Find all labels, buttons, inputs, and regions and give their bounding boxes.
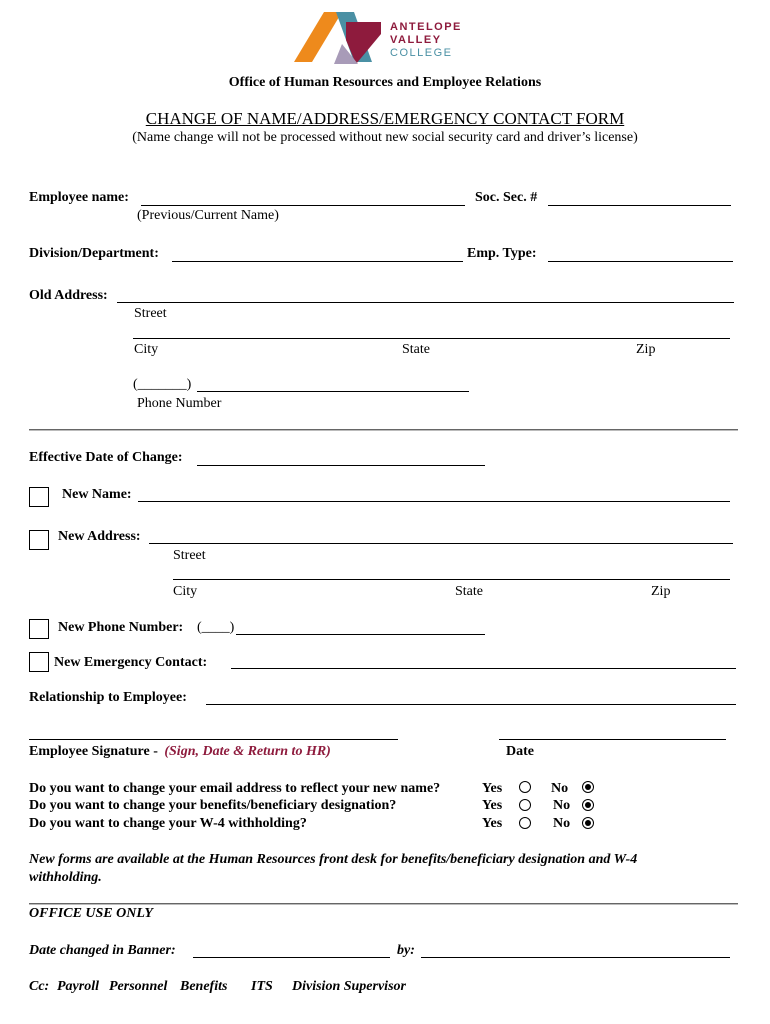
division-line[interactable] xyxy=(172,261,463,262)
emp-type-label: Emp. Type: xyxy=(467,246,537,261)
effective-date-line[interactable] xyxy=(197,465,485,466)
employee-name-line[interactable] xyxy=(141,205,465,206)
effective-date-label: Effective Date of Change: xyxy=(29,450,183,465)
new-address-line[interactable] xyxy=(149,543,733,544)
question-benefits-no-radio[interactable] xyxy=(582,799,594,811)
question-benefits-yes-label: Yes xyxy=(482,798,503,813)
question-email-no-label: No xyxy=(551,781,569,796)
date-changed-label: Date changed in Banner: xyxy=(29,943,176,958)
signature-line[interactable] xyxy=(29,739,398,740)
new-name-label: New Name: xyxy=(62,487,132,502)
old-address-label: Old Address: xyxy=(29,288,108,303)
ssn-label: Soc. Sec. # xyxy=(475,190,538,205)
cc-its: ITS xyxy=(251,979,273,994)
new-address-label: New Address: xyxy=(58,529,141,544)
question-w4-no-label: No xyxy=(553,816,571,831)
old-phone-line[interactable] xyxy=(197,391,469,392)
new-city-line[interactable] xyxy=(173,579,730,580)
emp-type-line[interactable] xyxy=(548,261,733,262)
logo-text-antelope: ANTELOPE xyxy=(390,21,462,33)
by-line[interactable] xyxy=(421,957,730,958)
employee-name-hint: (Previous/Current Name) xyxy=(137,208,279,223)
question-w4-text: Do you want to change your W-4 withholding? xyxy=(29,816,307,831)
division-label: Division/Department: xyxy=(29,246,159,261)
old-city-line[interactable] xyxy=(133,338,730,339)
question-benefits-text: Do you want to change your benefits/beneficiary designation? xyxy=(29,798,397,813)
old-phone-area: (_______) xyxy=(133,377,192,392)
new-state-label: State xyxy=(455,584,483,599)
section-divider xyxy=(29,429,738,431)
cc-personnel: Personnel xyxy=(109,979,168,994)
question-benefits-no-label: No xyxy=(553,798,571,813)
signature-label xyxy=(29,744,331,760)
old-phone-label: Phone Number xyxy=(137,396,222,411)
question-w4-no-radio[interactable] xyxy=(582,817,594,829)
question-email-no-radio[interactable] xyxy=(582,781,594,793)
logo-mark-icon xyxy=(294,10,384,66)
form-title: CHANGE OF NAME/ADDRESS/EMERGENCY CONTACT FORM xyxy=(145,109,625,128)
signature-label-text: Employee Signature - xyxy=(29,744,158,759)
ssn-line[interactable] xyxy=(548,205,731,206)
cc-division-supervisor: Division Supervisor xyxy=(292,979,406,994)
office-use-heading: OFFICE USE ONLY xyxy=(29,906,153,921)
new-street-label: Street xyxy=(173,548,206,563)
new-emergency-line[interactable] xyxy=(231,668,736,669)
question-email-text: Do you want to change your email address to reflect your new name? xyxy=(29,781,441,796)
old-street-label: Street xyxy=(134,306,167,321)
relationship-label: Relationship to Employee: xyxy=(29,690,187,705)
notice-line-1: New forms are available at the Human Resources front desk for benefits/beneficiary designation and W-4 xyxy=(29,852,638,867)
old-zip-label: Zip xyxy=(636,342,656,357)
question-email-yes-label: Yes xyxy=(482,781,503,796)
question-email-yes-radio[interactable] xyxy=(519,781,531,793)
by-label: by: xyxy=(397,943,415,958)
notice-line-2: withholding. xyxy=(29,870,102,885)
new-emergency-checkbox[interactable] xyxy=(29,652,49,672)
date-label: Date xyxy=(506,744,534,759)
college-logo xyxy=(294,10,464,66)
question-benefits-yes-radio[interactable] xyxy=(519,799,531,811)
logo-text-college: COLLEGE xyxy=(390,47,453,59)
old-address-line[interactable] xyxy=(117,302,734,303)
new-phone-line[interactable] xyxy=(236,634,485,635)
cc-label: Cc: xyxy=(29,979,50,994)
relationship-line[interactable] xyxy=(206,704,736,705)
cc-payroll: Payroll xyxy=(57,979,99,994)
new-phone-label: New Phone Number: xyxy=(58,620,184,635)
cc-benefits: Benefits xyxy=(180,979,228,994)
new-city-label: City xyxy=(173,584,198,599)
office-heading: Office of Human Resources and Employee Relations xyxy=(228,75,542,90)
new-zip-label: Zip xyxy=(651,584,671,599)
employee-name-label: Employee name: xyxy=(29,190,129,205)
date-changed-line[interactable] xyxy=(193,957,390,958)
new-emergency-label: New Emergency Contact: xyxy=(54,655,208,670)
office-divider xyxy=(29,903,738,905)
new-address-checkbox[interactable] xyxy=(29,530,49,550)
new-phone-checkbox[interactable] xyxy=(29,619,49,639)
logo-text-valley: VALLEY xyxy=(390,34,442,46)
form-subtitle: (Name change will not be processed without new social security card and driver’s license) xyxy=(132,130,638,145)
new-phone-area: (____) xyxy=(197,620,235,635)
old-city-label: City xyxy=(134,342,159,357)
question-w4-yes-label: Yes xyxy=(482,816,503,831)
old-state-label: State xyxy=(402,342,430,357)
signature-note: (Sign, Date & Return to HR) xyxy=(164,744,331,759)
date-line[interactable] xyxy=(499,739,726,740)
question-w4-yes-radio[interactable] xyxy=(519,817,531,829)
new-name-line[interactable] xyxy=(138,501,730,502)
new-name-checkbox[interactable] xyxy=(29,487,49,507)
